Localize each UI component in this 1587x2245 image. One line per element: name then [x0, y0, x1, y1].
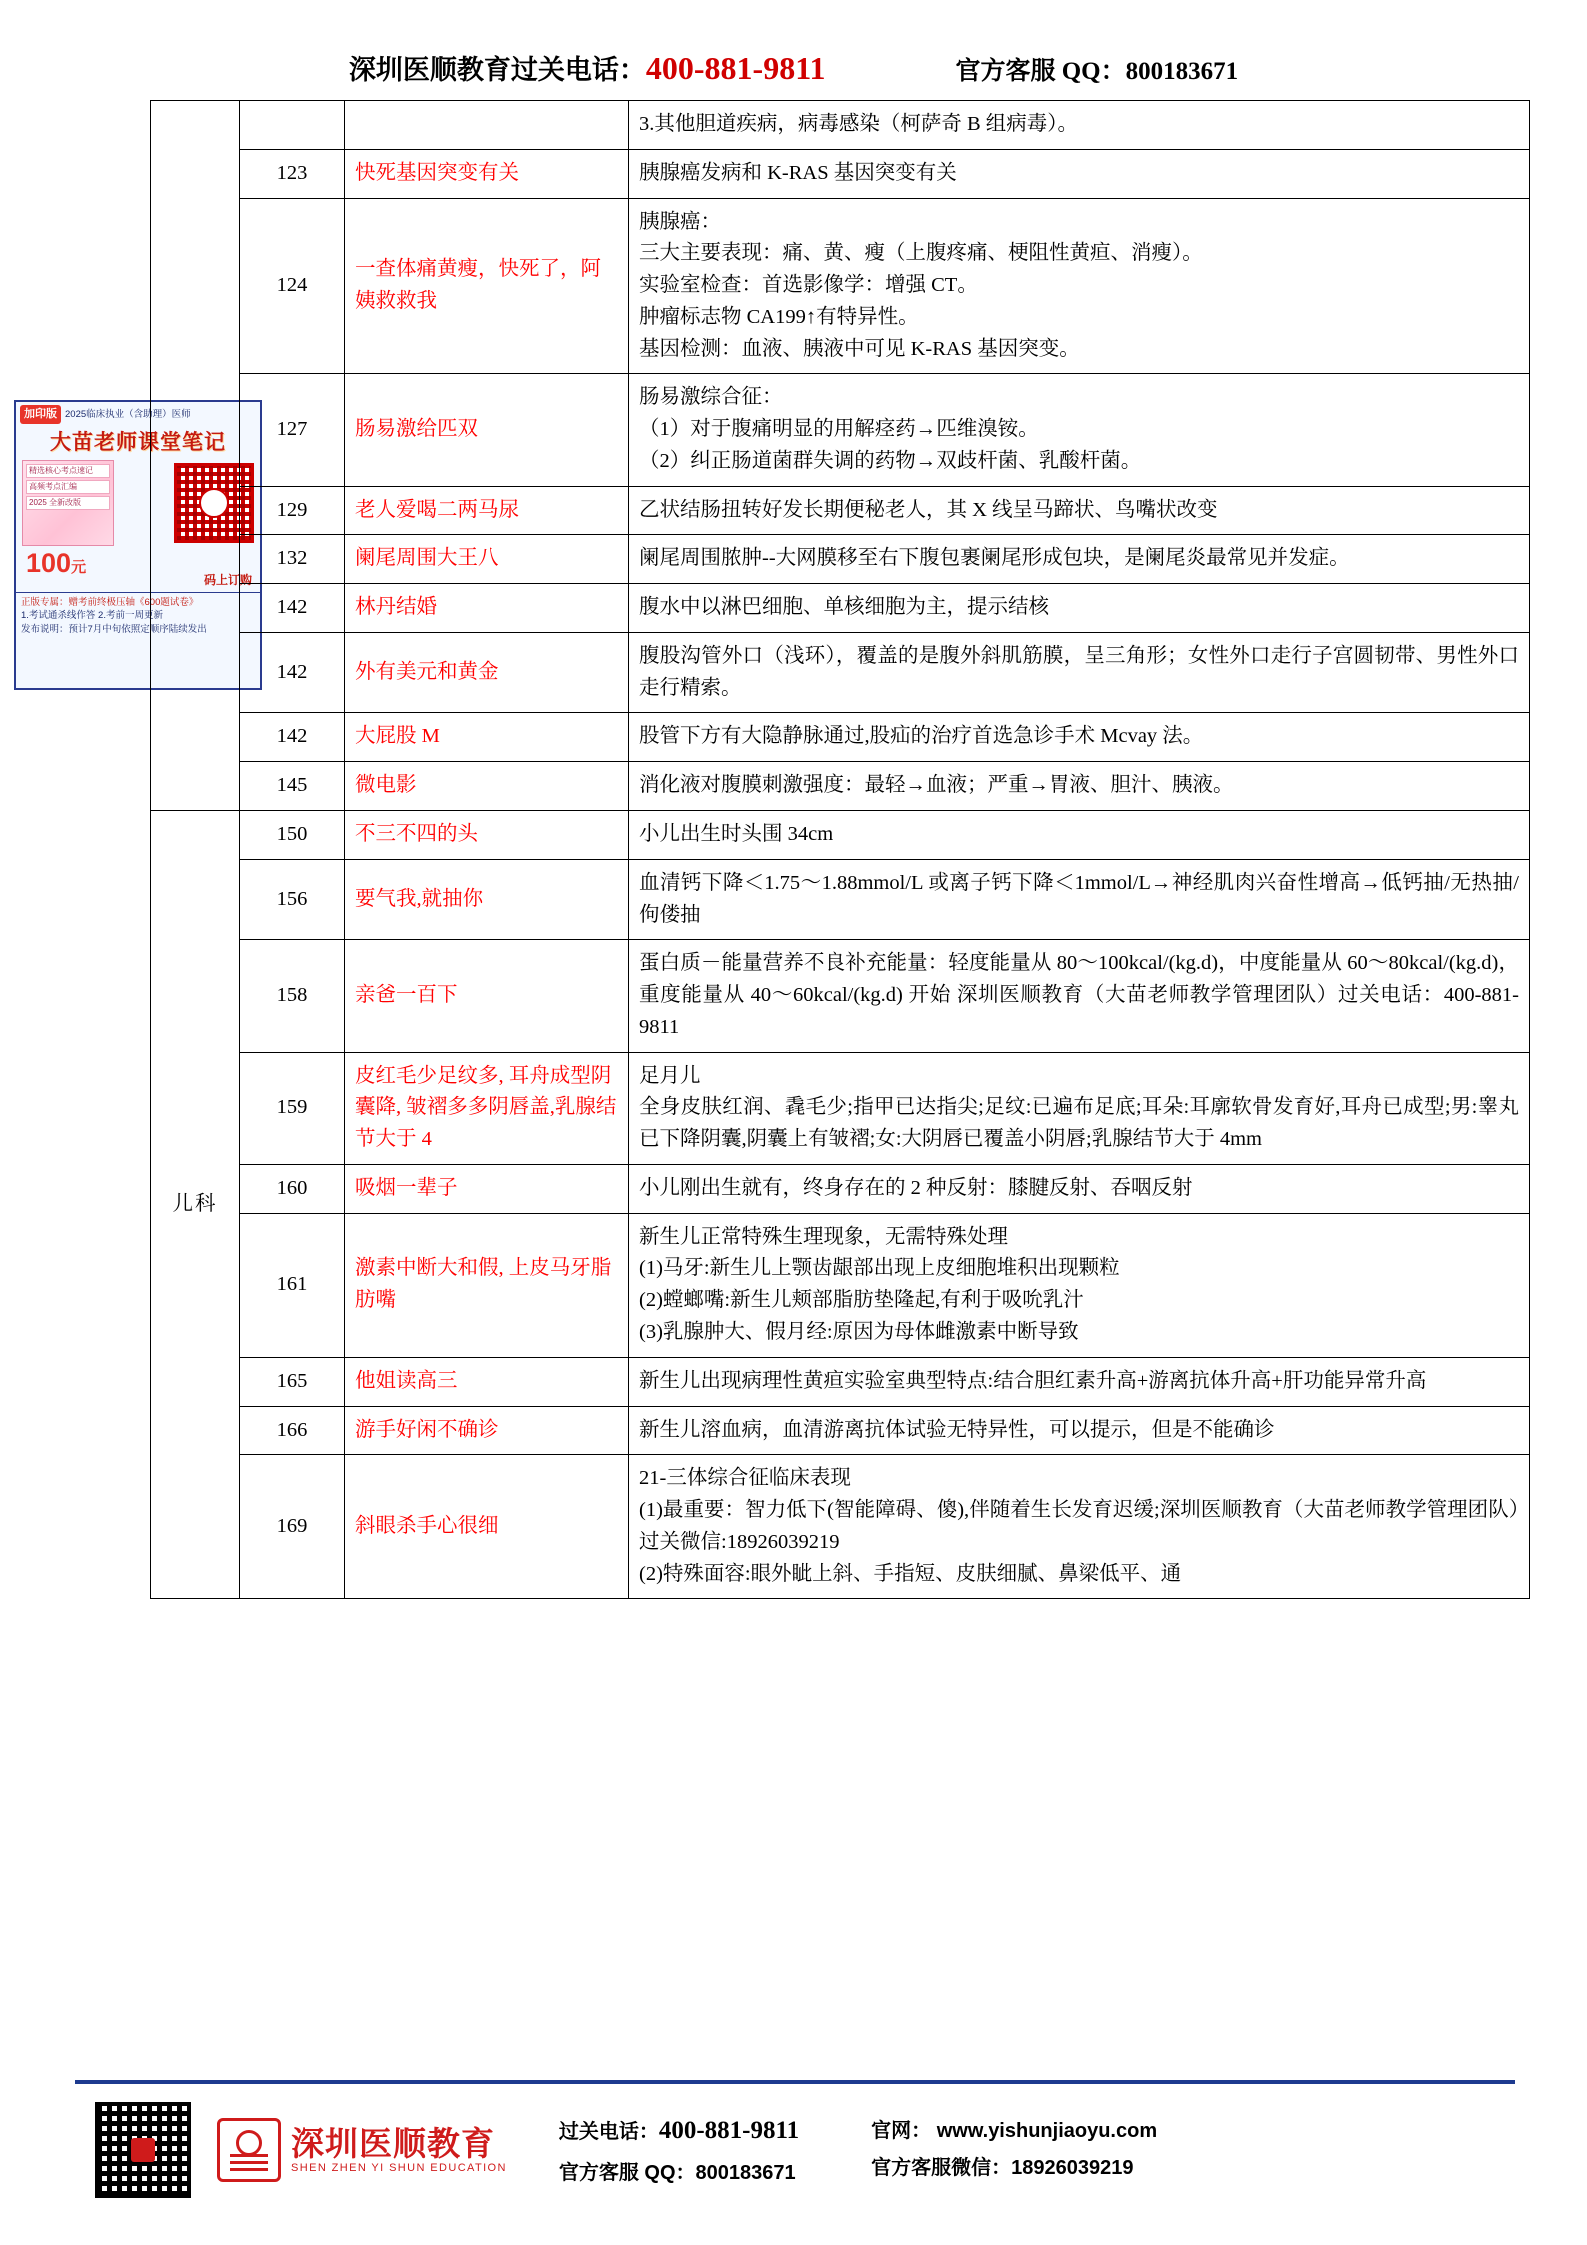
content-line: 实验室检查：首选影像学：增强 CT。 — [639, 274, 978, 297]
table-row — [151, 584, 1530, 633]
mnemonic-cell: 他姐读高三 — [345, 1357, 629, 1406]
row-number — [240, 101, 345, 150]
mnemonic-cell: 快死基因突变有关 — [345, 149, 629, 198]
mnemonic-cell: 老人爱喝二两马尿 — [345, 486, 629, 535]
content-cell — [629, 374, 1530, 486]
content-cell — [629, 486, 1530, 535]
content-cell — [629, 1164, 1530, 1213]
footer-logo-cn: 深圳医顺教育 — [291, 2124, 495, 2162]
content-line: 血清钙下降＜1.75～1.88mmol/L 或离子钙下降＜1mmol/L→神经肌肉兴奋性增高→低钙抽/无热抽/佝偻抽 — [639, 871, 1519, 926]
ad-book-line-1: 精选核心考点速记 — [26, 464, 110, 478]
table-row — [151, 374, 1530, 486]
footer-phone-value: 400-881-9811 — [658, 2117, 800, 2145]
row-number: 142 — [240, 713, 345, 762]
ad-price-value: 100 — [26, 547, 72, 578]
content-line: （2）纠正肠道菌群失调的药物→双歧杆菌、乳酸杆菌。 — [639, 449, 1142, 472]
content-cell — [629, 859, 1530, 940]
row-number: 158 — [240, 940, 345, 1052]
category-cell: 儿科 — [151, 811, 240, 1599]
content-cell — [629, 198, 1530, 374]
ad-book-line-2: 高频考点汇编 — [26, 480, 110, 494]
footer-qq-value: 800183671 — [695, 2161, 796, 2184]
content-cell — [629, 535, 1530, 584]
row-number: 127 — [240, 374, 345, 486]
content-line: 肿瘤标志物 CA199↑有特异性。 — [639, 305, 919, 328]
footer-phone-line — [559, 2108, 799, 2154]
content-line: 胰腺癌发病和 K-RAS 基因突变有关 — [639, 161, 957, 184]
content-line: 3.其他胆道疾病，病毒感染（柯萨奇 B 组病毒）。 — [639, 113, 1079, 135]
footer-site-label: 官网： — [871, 2120, 932, 2142]
footer-wechat-value: 18926039219 — [1011, 2157, 1134, 2179]
mnemonic-cell: 大屁股 M — [345, 713, 629, 762]
content-cell — [629, 632, 1530, 713]
content-line: （1）对于腹痛明显的用解痉药→匹维溴铵。 — [639, 418, 1039, 441]
content-cell — [629, 1052, 1530, 1164]
ad-price-unit: 元 — [71, 558, 87, 576]
footer-qq-label: 官方客服 QQ： — [558, 2161, 696, 2184]
mnemonic-cell: 一查体痛黄瘦，快死了，阿姨救救我 — [345, 198, 629, 374]
table-row — [151, 1455, 1530, 1599]
mnemonic-cell: 皮红毛少足纹多, 耳舟成型阴囊降, 皱褶多多阴唇盖,乳腺结节大于 4 — [345, 1052, 629, 1164]
table-row — [151, 1164, 1530, 1213]
mnemonic-cell: 阑尾周围大王八 — [345, 535, 629, 584]
content-line: 新生儿正常特殊生理现象，无需特殊处理 — [639, 1225, 1008, 1248]
mnemonic-cell: 外有美元和黄金 — [345, 632, 629, 713]
footer-site-value[interactable]: www.yishunjiaoyu.com — [936, 2120, 1158, 2142]
category-cell — [151, 101, 240, 811]
content-line: 乙状结肠扭转好发长期便秘老人，其 X 线呈马蹄状、鸟嘴状改变 — [639, 498, 1218, 521]
content-cell — [629, 940, 1530, 1052]
footer-wechat-label: 官方客服微信： — [871, 2157, 1012, 2179]
table-row — [151, 1213, 1530, 1357]
content-line: 新生儿溶血病，血清游离抗体试验无特异性，可以提示，但是不能确诊 — [639, 1418, 1275, 1441]
table-row — [151, 535, 1530, 584]
table-row — [151, 101, 1530, 150]
brand-mark-icon — [217, 2118, 281, 2182]
table-row — [151, 713, 1530, 762]
row-number: 132 — [240, 535, 345, 584]
content-cell — [629, 1406, 1530, 1455]
footer-logo — [217, 2118, 507, 2182]
row-number: 161 — [240, 1213, 345, 1357]
footer-qr-code-icon[interactable] — [95, 2102, 191, 2198]
ad-edition-text: 2025临床执业（含助理）医师 — [65, 408, 191, 420]
row-number: 150 — [240, 811, 345, 860]
mnemonic-cell: 斜眼杀手心很细 — [345, 1455, 629, 1599]
mnemonic-cell: 游手好闲不确诊 — [345, 1406, 629, 1455]
footer-contact-column — [559, 2108, 799, 2191]
table-row — [151, 632, 1530, 713]
content-line: 蛋白质－能量营养不良补充能量：轻度能量从 80～100kcal/(kg.d)，中度能量从 60～80kcal/(kg.d)，重度能量从 40～60kcal/(kg.d) 开始 深圳医顺教育（大苗老师教学管理团队）过关电话：400-881-9811 — [639, 952, 1519, 1038]
content-line: 足月儿 — [639, 1064, 701, 1087]
content-line: 新生儿出现病理性黄疸实验室典型特点:结合胆红素升高+游离抗体升高+肝功能异常升高 — [639, 1369, 1427, 1392]
footer-logo-en: SHEN ZHEN YI SHUN EDUCATION — [291, 2162, 507, 2175]
ad-scan-text: 码上订购 — [203, 572, 252, 587]
footer-web-column — [871, 2113, 1157, 2187]
row-number: 169 — [240, 1455, 345, 1599]
content-line: (1)马牙:新生儿上颚齿龈部出现上皮细胞堆积出现颗粒 — [639, 1257, 1120, 1280]
footer-qq-line — [559, 2155, 799, 2192]
row-number: 159 — [240, 1052, 345, 1164]
table-row — [151, 940, 1530, 1052]
ad-badge: 加印版 — [20, 405, 61, 424]
footer-wechat-line — [871, 2150, 1157, 2187]
table-row — [151, 1406, 1530, 1455]
content-line: 小儿出生时头围 34cm — [639, 823, 834, 846]
content-cell — [629, 101, 1530, 150]
content-line: 股管下方有大隐静脉通过,股疝的治疗首选急诊手术 Mcvay 法。 — [639, 725, 1204, 748]
content-line: 全身皮肤红润、毳毛少;指甲已达指尖;足纹:已遍布足底;耳朵:耳廓软骨发育好,耳舟已成型;男:睾丸已下降阴囊,阴囊上有皱褶;女:大阴唇已覆盖小阴唇;乳腺结节大于 4mm — [639, 1096, 1519, 1151]
footer-content — [95, 2102, 1495, 2198]
content-line: 肠易激综合征： — [639, 386, 783, 409]
table-row — [151, 811, 1530, 860]
footer-logo-text — [291, 2126, 507, 2174]
ad-book-image — [22, 460, 114, 546]
header-qq: 官方客服 QQ：800183671 — [955, 58, 1239, 85]
content-cell — [629, 584, 1530, 633]
mnemonic-cell: 亲爸一百下 — [345, 940, 629, 1052]
content-line: (3)乳腺肿大、假月经:原因为母体雌激素中断导致 — [639, 1320, 1079, 1343]
row-number: 124 — [240, 198, 345, 374]
header-phone-line — [349, 48, 826, 87]
mnemonic-cell: 激素中断大和假, 上皮马牙脂肪嘴 — [345, 1213, 629, 1357]
row-number: 142 — [240, 632, 345, 713]
footer-site-line — [871, 2113, 1157, 2150]
content-line: 小儿刚出生就有，终身存在的 2 种反射：膝腱反射、吞咽反射 — [639, 1176, 1193, 1199]
content-cell — [629, 1357, 1530, 1406]
table-row — [151, 762, 1530, 811]
content-line: 阑尾周围脓肿--大网膜移至右下腹包裹阑尾形成包块，是阑尾炎最常见并发症。 — [639, 547, 1350, 570]
content-cell — [629, 811, 1530, 860]
table-body — [151, 101, 1530, 1599]
footer-divider — [75, 2080, 1515, 2084]
content-cell — [629, 149, 1530, 198]
content-line: (2)螳螂嘴:新生儿颊部脂肪垫隆起,有利于吸吮乳汁 — [639, 1289, 1084, 1312]
content-cell — [629, 1213, 1530, 1357]
content-line: 胰腺癌： — [639, 210, 721, 233]
mnemonic-cell: 林丹结婚 — [345, 584, 629, 633]
content-line: 腹股沟管外口（浅环），覆盖的是腹外斜肌筋膜，呈三角形；女性外口走行子宫圆韧带、男性外口走行精索。 — [639, 644, 1519, 699]
mnemonic-cell: 肠易激给匹双 — [345, 374, 629, 486]
row-number: 142 — [240, 584, 345, 633]
row-number: 166 — [240, 1406, 345, 1455]
mnemonic-cell: 不三不四的头 — [345, 811, 629, 860]
footer-phone-label: 过关电话： — [558, 2121, 659, 2144]
content-line: 21-三体综合征临床表现 — [639, 1467, 851, 1490]
table-row — [151, 1357, 1530, 1406]
ad-footnote-1: 正版专属：赠考前终极压轴《600题试卷》 — [21, 596, 199, 608]
content-line: (2)特殊面容:眼外眦上斜、手指短、皮肤细腻、鼻梁低平、通 — [639, 1562, 1182, 1585]
header-phone-label: 深圳医顺教育过关电话： — [348, 55, 646, 85]
table-row — [151, 149, 1530, 198]
ad-title: 大苗老师课堂笔记 — [50, 430, 226, 454]
row-number: 156 — [240, 859, 345, 940]
content-line: (1)最重要：智力低下(智能障碍、傻),伴随着生长发育迟缓;深圳医顺教育（大苗老师教学管理团队）过关微信:18926039219 — [639, 1499, 1519, 1553]
ad-footnote-3: 发布说明：预计7月中旬依照定顺序陆续发出 — [21, 624, 207, 636]
table-row — [151, 859, 1530, 940]
ad-footnote-2: 1.考试通杀线作答 2.考前一周更新 — [21, 610, 163, 622]
content-line: 消化液对腹膜刺激强度：最轻→血液；严重→胃液、胆汁、胰液。 — [639, 774, 1234, 797]
page-header — [0, 48, 1587, 87]
mnemonics-table — [150, 100, 1530, 1599]
row-number: 145 — [240, 762, 345, 811]
table-row — [151, 198, 1530, 374]
table-row — [151, 1052, 1530, 1164]
page-footer — [0, 2080, 1587, 2210]
ad-book-line-3: 2025 全新改版 — [26, 496, 110, 510]
header-phone-number: 400-881-9811 — [645, 50, 826, 86]
mnemonic-cell: 微电影 — [345, 762, 629, 811]
mnemonic-cell: 吸烟一辈子 — [345, 1164, 629, 1213]
content-line: 腹水中以淋巴细胞、单核细胞为主，提示结核 — [639, 596, 1049, 619]
content-line: 三大主要表现：痛、黄、瘦（上腹疼痛、梗阻性黄疸、消瘦）。 — [639, 242, 1203, 265]
row-number: 160 — [240, 1164, 345, 1213]
content-cell — [629, 762, 1530, 811]
row-number: 129 — [240, 486, 345, 535]
mnemonic-cell — [345, 101, 629, 150]
row-number: 123 — [240, 149, 345, 198]
content-line: 基因检测：血液、胰液中可见 K-RAS 基因突变。 — [639, 337, 1080, 360]
table-row — [151, 486, 1530, 535]
mnemonic-cell: 要气我,就抽你 — [345, 859, 629, 940]
content-cell — [629, 713, 1530, 762]
content-cell — [629, 1455, 1530, 1599]
row-number: 165 — [240, 1357, 345, 1406]
